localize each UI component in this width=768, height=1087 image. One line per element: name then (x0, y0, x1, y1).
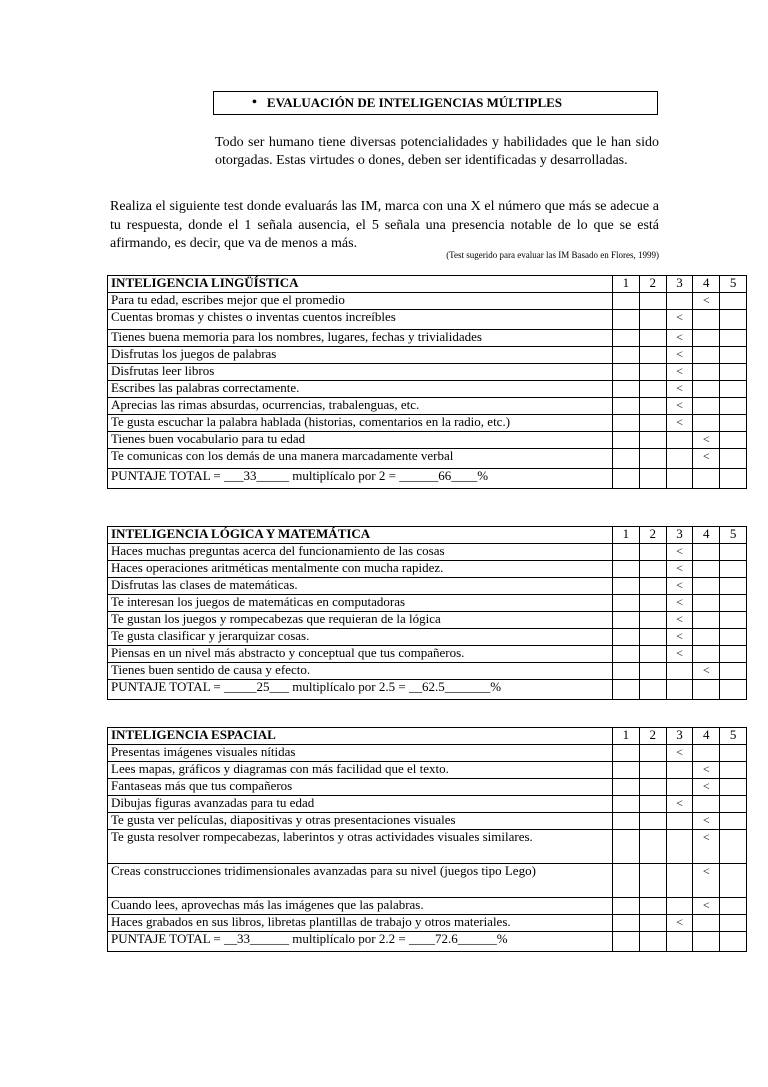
question-text: Disfrutas las clases de matemáticas. (108, 578, 613, 595)
question-row (108, 310, 747, 330)
question-row (108, 293, 747, 310)
answer-cell[interactable] (613, 898, 640, 915)
answer-cell[interactable] (720, 364, 747, 381)
answer-cell[interactable] (639, 612, 666, 629)
answer-cell[interactable] (693, 745, 720, 762)
answer-cell[interactable] (613, 796, 640, 813)
question-row (108, 612, 747, 629)
answer-cell[interactable] (613, 762, 640, 779)
answer-mark[interactable]: < (666, 415, 693, 432)
scale-header-1: 1 (613, 276, 640, 293)
question-row (108, 415, 747, 432)
answer-cell[interactable] (613, 364, 640, 381)
total-empty-cell (666, 680, 693, 700)
answer-cell[interactable] (613, 449, 640, 469)
answer-cell[interactable] (720, 745, 747, 762)
answer-cell[interactable] (639, 364, 666, 381)
answer-cell[interactable] (720, 449, 747, 469)
answer-cell[interactable] (693, 646, 720, 663)
answer-cell[interactable] (693, 796, 720, 813)
total-score-text: PUNTAJE TOTAL = _____25___ multiplícalo por 2.5 = __62.5_______% (108, 680, 613, 700)
document-title: EVALUACIÓN DE INTELIGENCIAS MÚLTIPLES (266, 95, 563, 110)
question-row (108, 745, 747, 762)
answer-cell[interactable] (639, 762, 666, 779)
answer-cell[interactable] (720, 561, 747, 578)
question-text: Tienes buen sentido de causa y efecto. (108, 663, 613, 680)
scale-header-5: 5 (720, 276, 747, 293)
question-row (108, 595, 747, 612)
question-text: Haces operaciones aritméticas mentalmente con mucha rapidez. (108, 561, 613, 578)
question-row (108, 762, 747, 779)
answer-cell[interactable] (639, 813, 666, 830)
scale-header-2: 2 (639, 728, 666, 745)
answer-cell[interactable] (613, 381, 640, 398)
answer-cell[interactable] (639, 578, 666, 595)
answer-mark[interactable]: < (666, 381, 693, 398)
question-text: Dibujas figuras avanzadas para tu edad (108, 796, 613, 813)
question-text: Te gusta resolver rompecabezas, laberintos y otras actividades visuales similares. (108, 830, 613, 864)
answer-cell[interactable] (613, 813, 640, 830)
total-empty-cell (720, 469, 747, 489)
total-score-text: PUNTAJE TOTAL = ___33_____ multiplícalo por 2 = ______66____% (108, 469, 613, 489)
scale-header-3: 3 (666, 728, 693, 745)
answer-cell[interactable] (693, 578, 720, 595)
answer-cell[interactable] (639, 544, 666, 561)
answer-mark[interactable]: < (693, 864, 720, 898)
total-empty-cell (666, 932, 693, 952)
question-text: Lees mapas, gráficos y diagramas con más facilidad que el texto. (108, 762, 613, 779)
total-row (108, 469, 747, 489)
question-text: Te comunicas con los demás de una manera marcadamente verbal (108, 449, 613, 469)
answer-mark[interactable]: < (666, 612, 693, 629)
scale-header-4: 4 (693, 276, 720, 293)
answer-mark[interactable]: < (693, 293, 720, 310)
total-empty-cell (693, 680, 720, 700)
source-note: (Test sugerido para evaluar las IM Basado en Flores, 1999) (446, 250, 659, 260)
question-text: Disfrutas leer libros (108, 364, 613, 381)
answer-cell[interactable] (639, 915, 666, 932)
answer-cell[interactable] (693, 310, 720, 330)
answer-mark[interactable]: < (666, 646, 693, 663)
total-empty-cell (613, 932, 640, 952)
answer-mark[interactable]: < (666, 310, 693, 330)
answer-mark[interactable]: < (666, 629, 693, 646)
answer-mark[interactable]: < (693, 663, 720, 680)
section-header-row (108, 728, 747, 745)
answer-cell[interactable] (720, 612, 747, 629)
answer-cell[interactable] (639, 381, 666, 398)
answer-cell[interactable] (720, 646, 747, 663)
total-empty-cell (693, 469, 720, 489)
answer-cell[interactable] (666, 864, 693, 898)
answer-cell[interactable] (613, 612, 640, 629)
answer-cell[interactable] (693, 612, 720, 629)
section-table-logica-matematica (107, 526, 747, 700)
question-row (108, 347, 747, 364)
answer-cell[interactable] (613, 398, 640, 415)
answer-cell[interactable] (639, 330, 666, 347)
answer-cell[interactable] (720, 796, 747, 813)
answer-cell[interactable] (639, 663, 666, 680)
question-text: Presentas imágenes visuales nítidas (108, 745, 613, 762)
section-title: INTELIGENCIA ESPACIAL (108, 728, 613, 745)
answer-cell[interactable] (693, 544, 720, 561)
answer-mark[interactable]: < (666, 347, 693, 364)
section-header-row (108, 527, 747, 544)
answer-cell[interactable] (720, 629, 747, 646)
answer-cell[interactable] (720, 813, 747, 830)
answer-cell[interactable] (613, 830, 640, 864)
question-row (108, 864, 747, 898)
answer-cell[interactable] (720, 330, 747, 347)
total-empty-cell (639, 469, 666, 489)
question-text: Piensas en un nivel más abstracto y conceptual que tus compañeros. (108, 646, 613, 663)
answer-cell[interactable] (613, 310, 640, 330)
scale-header-5: 5 (720, 728, 747, 745)
answer-cell[interactable] (613, 330, 640, 347)
section-title: INTELIGENCIA LÓGICA Y MATEMÁTICA (108, 527, 613, 544)
scale-header-3: 3 (666, 527, 693, 544)
answer-cell[interactable] (720, 830, 747, 864)
question-row (108, 646, 747, 663)
answer-cell[interactable] (720, 310, 747, 330)
answer-cell[interactable] (720, 432, 747, 449)
answer-cell[interactable] (666, 779, 693, 796)
answer-cell[interactable] (693, 561, 720, 578)
answer-cell[interactable] (639, 796, 666, 813)
scale-header-3: 3 (666, 276, 693, 293)
question-text: Creas construcciones tridimensionales avanzadas para su nivel (juegos tipo Lego) (108, 864, 613, 898)
scale-header-2: 2 (639, 527, 666, 544)
answer-cell[interactable] (639, 864, 666, 898)
answer-cell[interactable] (613, 595, 640, 612)
intro-paragraph: Todo ser humano tiene diversas potencialidades y habilidades que le han sido otorgadas. Estas virtudes o dones, deben ser identificadas y desarrolladas. (215, 135, 659, 168)
question-row (108, 898, 747, 915)
answer-mark[interactable]: < (666, 398, 693, 415)
answer-mark[interactable]: < (693, 813, 720, 830)
answer-cell[interactable] (693, 364, 720, 381)
question-text: Aprecias las rimas absurdas, ocurrencias, trabalenguas, etc. (108, 398, 613, 415)
answer-cell[interactable] (613, 293, 640, 310)
answer-cell[interactable] (720, 663, 747, 680)
question-text: Tienes buen vocabulario para tu edad (108, 432, 613, 449)
answer-cell[interactable] (639, 310, 666, 330)
question-row (108, 779, 747, 796)
answer-cell[interactable] (639, 415, 666, 432)
answer-cell[interactable] (666, 432, 693, 449)
answer-cell[interactable] (639, 398, 666, 415)
total-row (108, 932, 747, 952)
question-row (108, 813, 747, 830)
answer-cell[interactable] (720, 864, 747, 898)
answer-cell[interactable] (720, 762, 747, 779)
total-score-text: PUNTAJE TOTAL = __33______ multiplícalo por 2.2 = ____72.6______% (108, 932, 613, 952)
instructions-paragraph: Realiza el siguiente test donde evaluarás las IM, marca con una X el número que más se adecue a tu respuesta, donde el 1 señala ausencia, el 5 señala una presencia notable de lo que se está afirmando, es decir, que va de menos a más. (110, 199, 659, 251)
answer-cell[interactable] (613, 646, 640, 663)
question-row (108, 381, 747, 398)
answer-cell[interactable] (720, 293, 747, 310)
answer-mark[interactable]: < (693, 779, 720, 796)
answer-cell[interactable] (613, 578, 640, 595)
question-text: Te interesan los juegos de matemáticas en computadoras (108, 595, 613, 612)
scale-header-4: 4 (693, 728, 720, 745)
answer-cell[interactable] (613, 544, 640, 561)
answer-cell[interactable] (613, 347, 640, 364)
answer-cell[interactable] (693, 629, 720, 646)
answer-mark[interactable]: < (693, 898, 720, 915)
answer-cell[interactable] (720, 595, 747, 612)
answer-cell[interactable] (639, 595, 666, 612)
section-table-espacial (107, 727, 747, 952)
question-row (108, 629, 747, 646)
answer-cell[interactable] (639, 561, 666, 578)
answer-mark[interactable]: < (666, 578, 693, 595)
answer-cell[interactable] (720, 578, 747, 595)
question-text: Te gustan los juegos y rompecabezas que requieran de la lógica (108, 612, 613, 629)
question-row (108, 663, 747, 680)
section-table-linguistica (107, 275, 747, 489)
question-row (108, 432, 747, 449)
answer-cell[interactable] (639, 830, 666, 864)
answer-mark[interactable]: < (666, 364, 693, 381)
question-text: Te gusta ver películas, diapositivas y otras presentaciones visuales (108, 813, 613, 830)
question-row (108, 796, 747, 813)
answer-cell[interactable] (613, 415, 640, 432)
answer-cell[interactable] (613, 864, 640, 898)
question-text: Te gusta escuchar la palabra hablada (historias, comentarios en la radio, etc.) (108, 415, 613, 432)
answer-cell[interactable] (613, 432, 640, 449)
question-row (108, 561, 747, 578)
answer-cell[interactable] (639, 898, 666, 915)
answer-cell[interactable] (693, 398, 720, 415)
answer-mark[interactable]: < (693, 432, 720, 449)
question-text: Haces grabados en sus libros, libretas plantillas de trabajo y otros materiales. (108, 915, 613, 932)
answer-cell[interactable] (693, 915, 720, 932)
answer-cell[interactable] (720, 398, 747, 415)
answer-cell[interactable] (666, 830, 693, 864)
question-row (108, 330, 747, 347)
answer-cell[interactable] (720, 915, 747, 932)
answer-cell[interactable] (639, 629, 666, 646)
answer-cell[interactable] (613, 745, 640, 762)
total-row (108, 680, 747, 700)
answer-cell[interactable] (639, 449, 666, 469)
document-title-box (213, 91, 658, 115)
answer-cell[interactable] (720, 779, 747, 796)
answer-cell[interactable] (639, 779, 666, 796)
answer-cell[interactable] (666, 663, 693, 680)
question-row (108, 364, 747, 381)
answer-cell[interactable] (666, 293, 693, 310)
question-text: Escribes las palabras correctamente. (108, 381, 613, 398)
answer-cell[interactable] (720, 347, 747, 364)
answer-cell[interactable] (693, 381, 720, 398)
question-text: Cuando lees, aprovechas más las imágenes que las palabras. (108, 898, 613, 915)
answer-cell[interactable] (693, 595, 720, 612)
answer-mark[interactable]: < (666, 915, 693, 932)
answer-cell[interactable] (639, 646, 666, 663)
total-empty-cell (613, 469, 640, 489)
question-row (108, 830, 747, 864)
section-header-row (108, 276, 747, 293)
question-row (108, 915, 747, 932)
answer-cell[interactable] (666, 762, 693, 779)
answer-cell[interactable] (693, 415, 720, 432)
answer-cell[interactable] (639, 432, 666, 449)
scale-header-1: 1 (613, 527, 640, 544)
total-empty-cell (613, 680, 640, 700)
question-row (108, 544, 747, 561)
scale-header-1: 1 (613, 728, 640, 745)
answer-mark[interactable]: < (666, 544, 693, 561)
question-text: Haces muchas preguntas acerca del funcionamiento de las cosas (108, 544, 613, 561)
total-empty-cell (639, 680, 666, 700)
answer-cell[interactable] (613, 663, 640, 680)
answer-cell[interactable] (666, 813, 693, 830)
question-row (108, 398, 747, 415)
answer-cell[interactable] (693, 347, 720, 364)
total-empty-cell (720, 932, 747, 952)
question-text: Te gusta clasificar y jerarquizar cosas. (108, 629, 613, 646)
title-bullet: • (252, 95, 257, 110)
answer-cell[interactable] (720, 381, 747, 398)
question-text: Tienes buena memoria para los nombres, lugares, fechas y trivialidades (108, 330, 613, 347)
scale-header-4: 4 (693, 527, 720, 544)
answer-cell[interactable] (613, 779, 640, 796)
answer-mark[interactable]: < (693, 830, 720, 864)
question-text: Fantaseas más que tus compañeros (108, 779, 613, 796)
total-empty-cell (693, 932, 720, 952)
answer-cell[interactable] (613, 915, 640, 932)
answer-cell[interactable] (639, 745, 666, 762)
total-empty-cell (720, 680, 747, 700)
answer-mark[interactable]: < (666, 796, 693, 813)
answer-cell[interactable] (613, 629, 640, 646)
total-empty-cell (639, 932, 666, 952)
question-text: Para tu edad, escribes mejor que el promedio (108, 293, 613, 310)
answer-mark[interactable]: < (666, 745, 693, 762)
answer-cell[interactable] (613, 561, 640, 578)
answer-cell[interactable] (720, 544, 747, 561)
question-text: Cuentas bromas y chistes o inventas cuentos increíbles (108, 310, 613, 330)
answer-cell[interactable] (720, 898, 747, 915)
answer-mark[interactable]: < (693, 449, 720, 469)
question-row (108, 578, 747, 595)
answer-mark[interactable]: < (666, 330, 693, 347)
answer-cell[interactable] (666, 898, 693, 915)
answer-cell[interactable] (693, 330, 720, 347)
total-empty-cell (666, 469, 693, 489)
question-row (108, 449, 747, 469)
question-text: Disfrutas los juegos de palabras (108, 347, 613, 364)
answer-cell[interactable] (639, 347, 666, 364)
scale-header-2: 2 (639, 276, 666, 293)
section-title: INTELIGENCIA LINGÜÍSTICA (108, 276, 613, 293)
scale-header-5: 5 (720, 527, 747, 544)
answer-mark[interactable]: < (693, 762, 720, 779)
answer-cell[interactable] (720, 415, 747, 432)
answer-mark[interactable]: < (666, 561, 693, 578)
answer-mark[interactable]: < (666, 595, 693, 612)
answer-cell[interactable] (639, 293, 666, 310)
answer-cell[interactable] (666, 449, 693, 469)
